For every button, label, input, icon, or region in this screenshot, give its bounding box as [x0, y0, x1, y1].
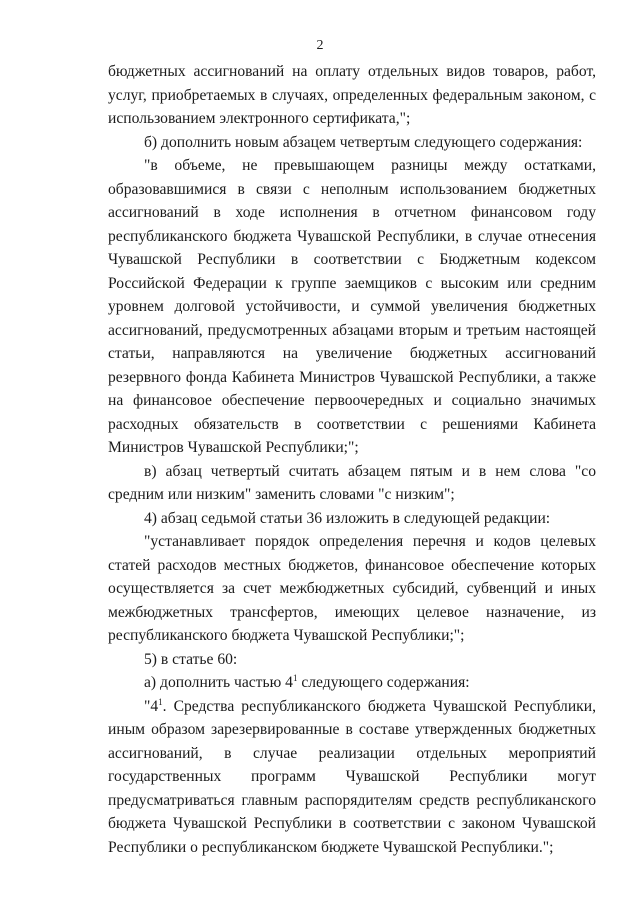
paragraph-item-5: 5) в статье 60:: [144, 650, 238, 668]
paragraph-quoted-part-4-1: [108, 695, 596, 860]
paragraph-item-4: 4) абзац седьмой статьи 36 изложить в следующей редакции:: [144, 509, 551, 527]
paragraph-quoted-article-36: "устанавливает порядок определения перечня и кодов целевых статей расходов местных бюджетов, финансовое обеспечение которых осуществляется за счет межбюджетных субсидий, субвенций и иных межбюджетных трансфертов, имеющих целевое назначение, из республиканского бюджета Чувашской Республики;";: [108, 533, 596, 644]
paragraph-quoted-text: "в объеме, не превышающем разницы между остатками, образовавшимися в связи с неполным использованием бюджетных ассигнований в ходе исполнения в отчетном финансовом году республиканского бюджета Чувашской Республики, в случае отнесения Чувашской Республики в соответствии с Бюджетным кодексом Российской Федерации к группе заемщиков с высоким или средним уровнем долговой устойчивости, и суммой увеличения бюджетных ассигнований, предусмотренных абзацами вторым и третьим настоящей статьи, направляются на увеличение бюджетных ассигнований резервного фонда Кабинета Министров Чувашской Республики, а также на финансовое обеспечение первоочередных и социально значимых расходных обязательств в соответствии с решениями Кабинета Министров Чувашской Республики;";: [108, 157, 596, 456]
paragraph-item-v: в) абзац четвертый считать абзацем пятым и в нем слова "со средним или низким" заменить словами "с низким";: [108, 462, 596, 503]
superscript: 1: [292, 673, 298, 683]
text-segment: . Средства республиканского бюджета Чувашской Республики, иным образом зарезервированные в составе утвержденных бюджетных ассигнований, в случае реализации отдельных мероприятий государственных программ Чувашской Республики могут предусматриваться главным распорядителям средств республиканского бюджета Чувашской Республики в соответствии с законом Чувашской Республики о республиканском бюджете Чувашской Республики.";: [108, 697, 596, 856]
paragraph-continuation: бюджетных ассигнований на оплату отдельных видов товаров, работ, услуг, приобретаемых в случаях, определенных федеральным законом, с использованием электронного сертификата,";: [108, 63, 596, 127]
paragraph-item-a: [108, 671, 596, 695]
page-number: 2: [316, 38, 324, 53]
superscript: 1: [158, 696, 163, 707]
text-segment: следующего содержания:: [297, 674, 470, 691]
text-segment: "4: [144, 697, 159, 715]
paragraph-item-b: б) дополнить новым абзацем четвертым следующего содержания:: [144, 133, 583, 151]
text-segment: а) дополнить частью 4: [144, 674, 293, 691]
document-body: [108, 60, 596, 859]
